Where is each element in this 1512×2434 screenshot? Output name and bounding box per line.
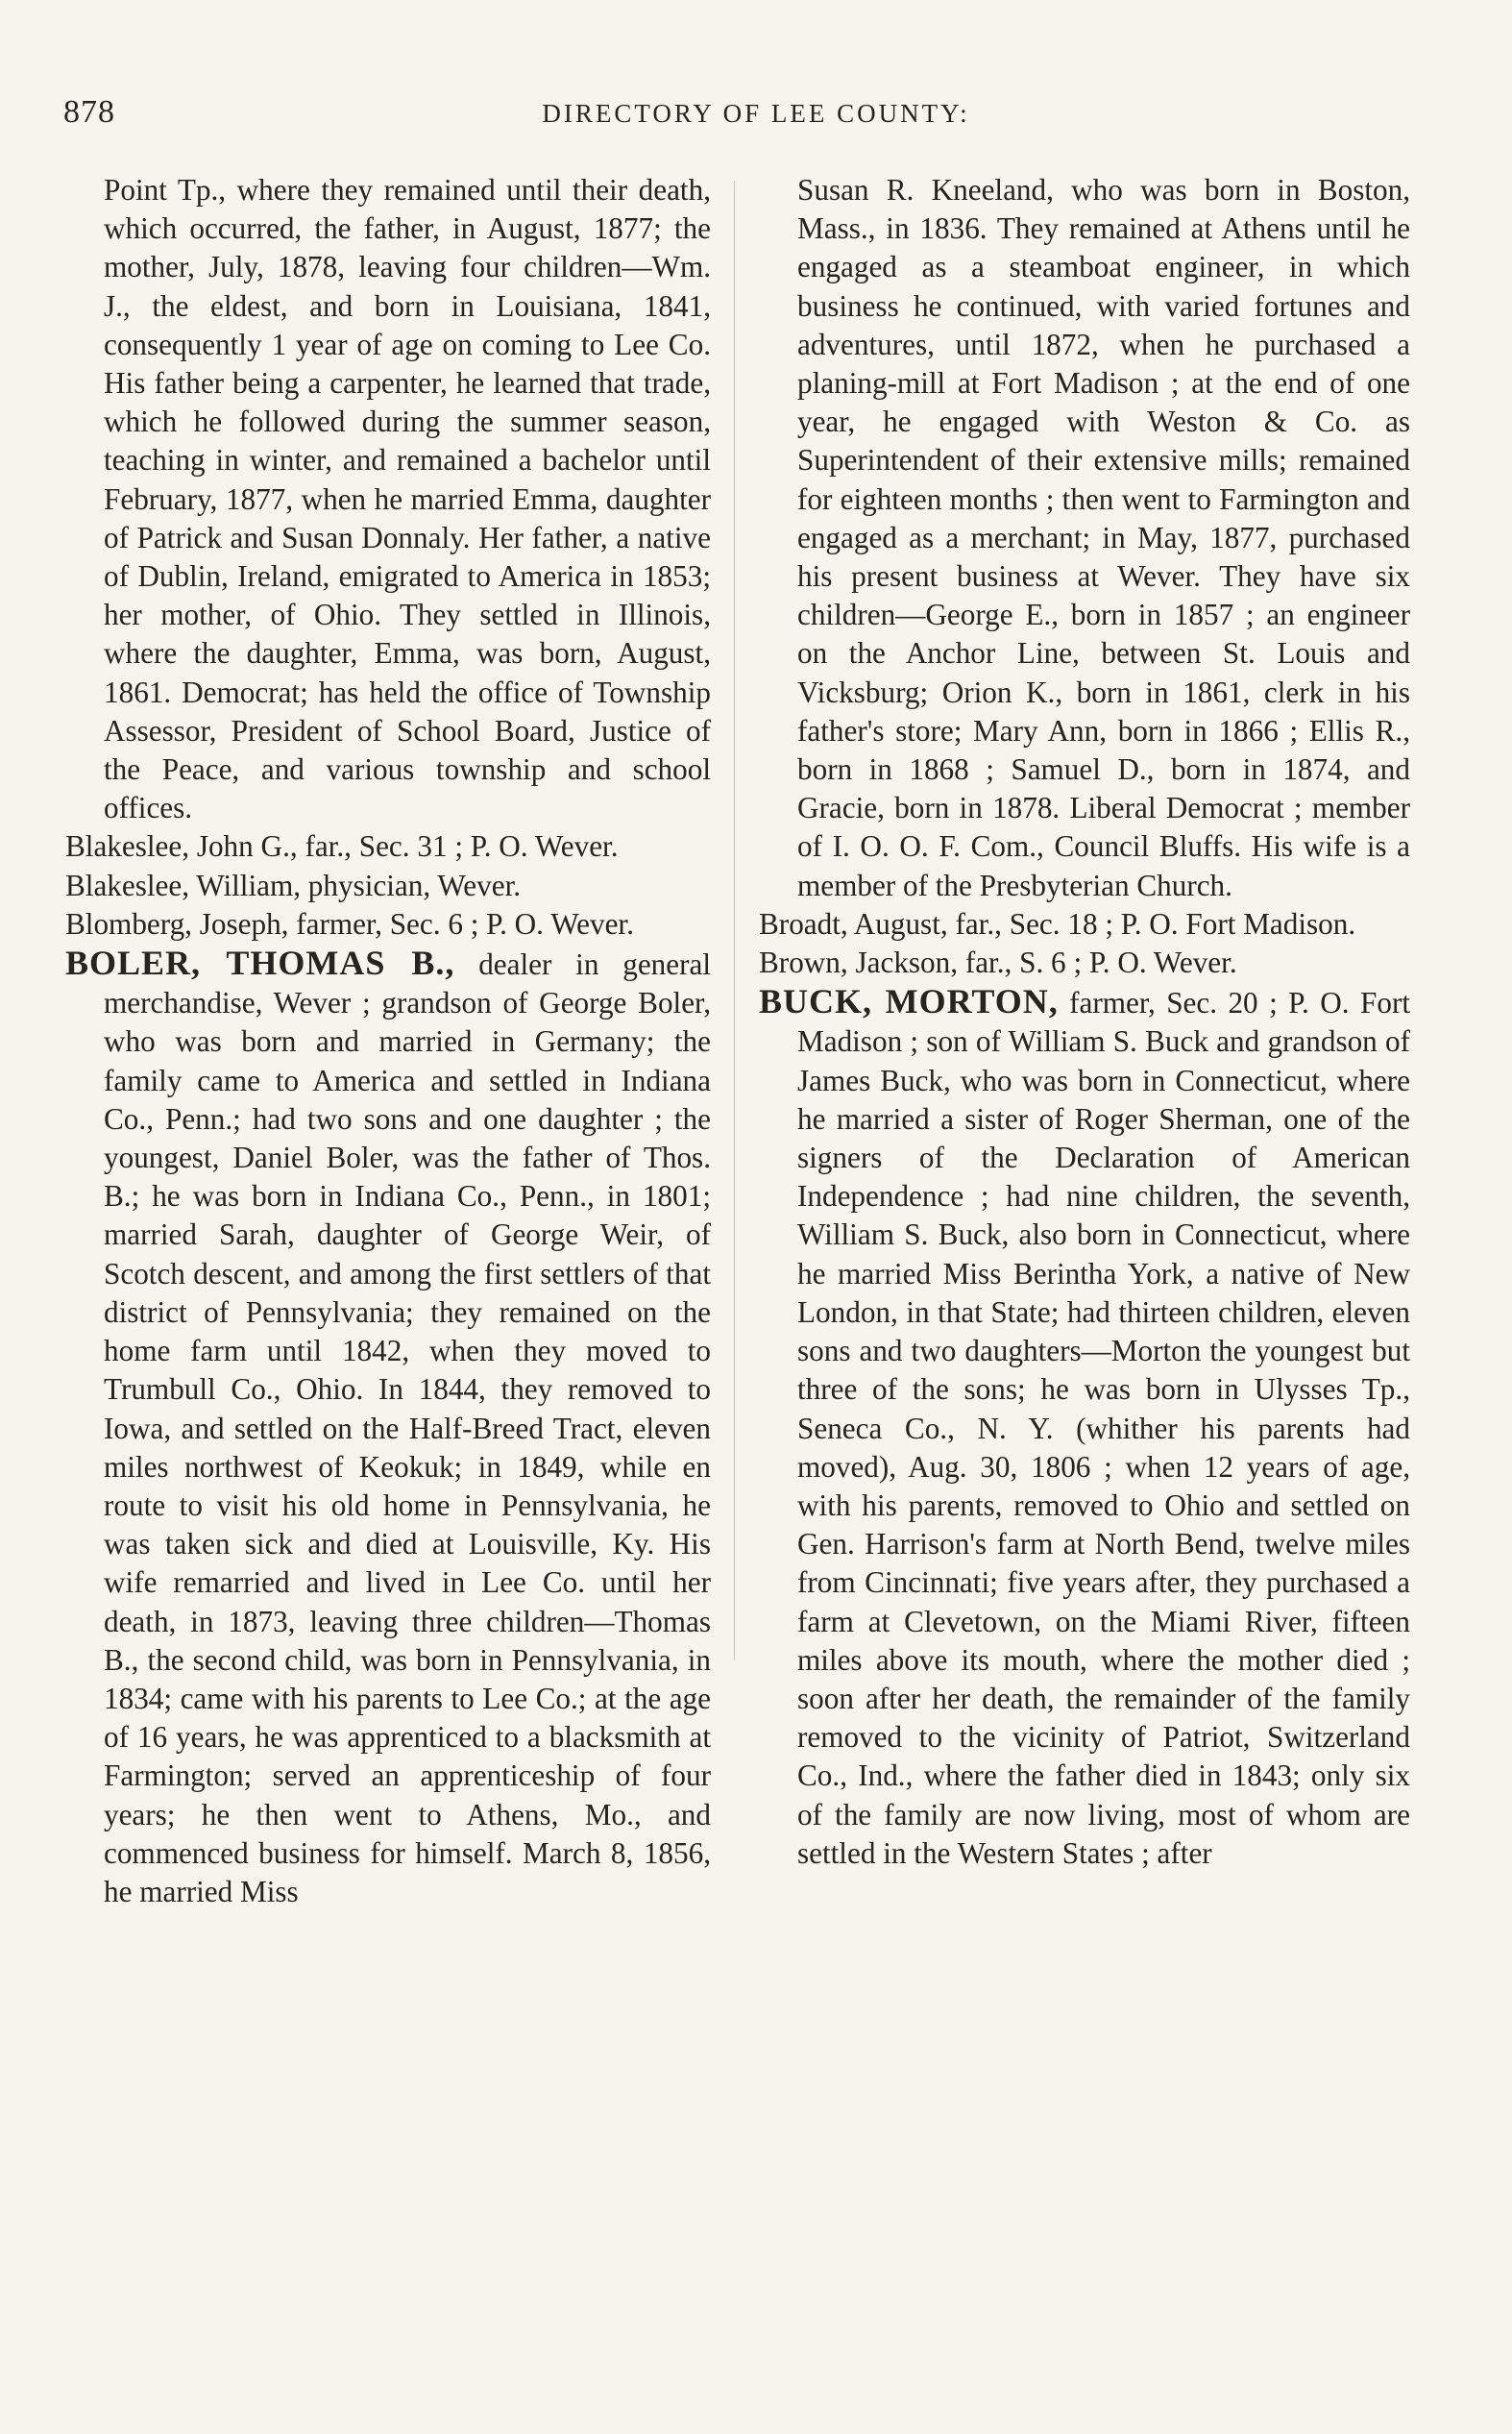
directory-entry-blakeslee-john: Blakeslee, John G., far., Sec. 31 ; P. O. Wever. (65, 829, 619, 864)
continuation-paragraph: Susan R. Kneeland, who was born in Boston, Mass., in 1836. They remained at Athens until he engaged as a steamboat engineer, in which business he continued, with varied fortunes and adventures, until 1872, when he purchased a planing-mill at Fort Madison ; at the end of one year, he engaged with Weston & Co. as Superintendent of their extensive mills; remained for eighteen months ; then went to Farmington and engaged as a merchant; in May, 1877, purchased his present business at Wever. They have six children—George E., born in 1857 ; an engineer on the Anchor Line, between St. Louis and Vicksburg; Orion K., born in 1861, clerk in his father's store; Mary Ann, born in 1866 ; Ellis R., born in 1868 ; Samuel D., born in 1874, and Gracie, born in 1878. Liberal Democrat ; member of I. O. O. F. Com., Council Bluffs. His wife is a member of the Presbyterian Church. (797, 173, 1410, 902)
running-head: DIRECTORY OF LEE COUNTY: (542, 99, 970, 128)
directory-entry-blomberg-joseph: Blomberg, Joseph, farmer, Sec. 6 ; P. O. Wever. (65, 906, 634, 941)
biography-entry-boler (65, 944, 711, 1911)
right-column (759, 171, 1410, 1873)
directory-entry-blakeslee-william: Blakeslee, William, physician, Wever. (65, 868, 522, 902)
left-column (65, 171, 711, 1911)
page-number: 878 (63, 94, 115, 130)
entry-name-heading: BUCK, MORTON, (759, 982, 1059, 1021)
directory-entry-brown-jackson: Brown, Jackson, far., S. 6 ; P. O. Wever. (759, 946, 1237, 980)
column-divider (734, 181, 735, 1660)
entry-body: farmer, Sec. 20 ; P. O. Fort Madison ; son of William S. Buck and grandson of James Buck, who was born in Connecticut, where he married a sister of Roger Sherman, one of the signers of the Declaration of American Independence ; had nine children, the seventh, William S. Buck, also born in Connecticut, where he married Miss Berintha York, a native of New London, in that State; had thirteen children, eleven sons and two daughters—Morton the youngest but three of the sons; he was born in Ulysses Tp., Seneca Co., N. Y. (whither his parents had moved), Aug. 30, 1806 ; when 12 years of age, with his parents, removed to Ohio and settled on Gen. Harrison's farm at North Bend, twelve miles from Cincinnati; five years after, they purchased a farm at Clevetown, on the Miami River, fifteen miles above its mouth, where the mother died ; soon after her death, the remainder of the family removed to the vicinity of Patriot, Switzerland Co., Ind., where the father died in 1843; only six of the family are now living, most of whom are settled in the Western States ; after (797, 986, 1410, 1870)
biography-entry-buck (759, 982, 1410, 1873)
entry-body: dealer in general merchandise, Wever ; grandson of George Boler, who was born and married in Germany; the family came to America and settled in Indiana Co., Penn.; had two sons and one daughter ; the youngest, Daniel Boler, was the father of Thos. B.; he was born in Indiana Co., Penn., in 1801; married Sarah, daughter of George Weir, of Scotch descent, and among the first settlers of that district of Pennsylvania; they remained on the home farm until 1842, when they moved to Trumbull Co., Ohio. In 1844, they removed to Iowa, and settled on the Half-Breed Tract, eleven miles northwest of Keokuk; in 1849, while en route to visit his old home in Pennsylvania, he was taken sick and died at Louisville, Ky. His wife remarried and lived in Lee Co. until her death, in 1873, leaving three children—Thomas B., the second child, was born in Pennsylvania, in 1834; came with his parents to Lee Co.; at the age of 16 years, he was apprenticed to a blacksmith at Farmington; served an apprenticeship of four years; he then went to Athens, Mo., and commenced business for himself. March 8, 1856, he married Miss (104, 947, 711, 1908)
entry-name-heading: BOLER, THOMAS B., (65, 944, 455, 983)
directory-entry-broadt-august: Broadt, August, far., Sec. 18 ; P. O. Fort Madison. (759, 906, 1356, 941)
continuation-paragraph: Point Tp., where they remained until their death, which occurred, the father, in August, 1877; the mother, July, 1878, leaving four children—Wm. J., the eldest, and born in Louisiana, 1841, consequently 1 year of age on coming to Lee Co. His father being a carpenter, he learned that trade, which he followed during the summer season, teaching in winter, and remained a bachelor until February, 1877, when he married Emma, daughter of Patrick and Susan Donnaly. Her father, a native of Dublin, Ireland, emigrated to America in 1853; her mother, of Ohio. They settled in Illinois, where the daughter, Emma, was born, August, 1861. Democrat; has held the office of Township Assessor, President of School Board, Justice of the Peace, and various township and school offices. (104, 173, 711, 825)
